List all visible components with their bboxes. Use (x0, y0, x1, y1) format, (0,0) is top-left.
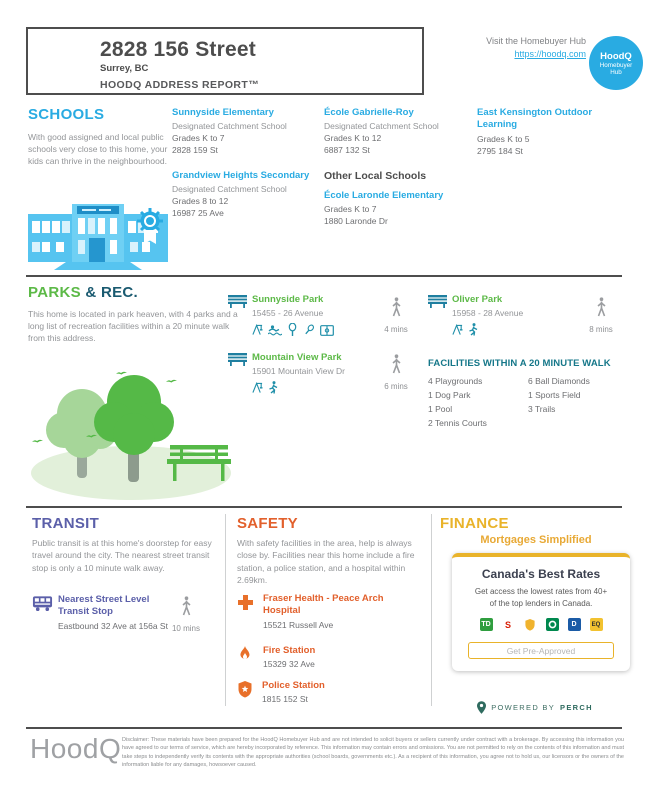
school-address: 6887 132 St (324, 145, 370, 156)
safety-description: With safety facilities in the area, help is always close by. Facilities near this home include a fire station, a police station, and a hospital within 2.69km. (237, 538, 415, 585)
school-grades: Grades 8 to 12 (172, 196, 229, 207)
address-header-box (26, 27, 424, 95)
walking-person-icon (595, 297, 608, 318)
school-grades: Grades K to 7 (324, 204, 377, 215)
park-name-link[interactable]: Mountain View Park (252, 352, 342, 363)
map-pin-icon (477, 701, 486, 714)
walking-person-icon (390, 354, 403, 375)
walking-person-icon (390, 297, 403, 318)
school-grades: Grades K to 7 (172, 133, 225, 144)
column-divider (225, 514, 226, 706)
school-type: Designated Catchment School (324, 121, 439, 132)
playground-icon (452, 324, 463, 336)
walk-minutes: 10 mins (171, 624, 200, 633)
parks-section-title (28, 284, 138, 301)
school-name-link[interactable]: École Laronde Elementary (324, 190, 444, 202)
column-divider (431, 514, 432, 706)
school-entry (172, 170, 320, 220)
footer-disclaimer: Disclaimer: These materials have been prepared for the HoodQ Homebuyer Hub and are not intended to solicit buyers or sellers currently under contract with a brokerage. By accessing this information you have agreed to our terms of service, which are hereby incorporated by reference. This information may contain errors and omissions. You are not permitted to rely on the contents of this information and must take steps to independently verify its contents with the appropriate authorities (school boards, governments etc.). As a recipient of this information, you agree not to hold us, our licensors or the owners of the information liable for any damages, howsoever caused. (122, 737, 624, 768)
park-address: 15958 - 28 Avenue (452, 308, 524, 319)
safety-poi-address: 15521 Russell Ave (263, 619, 334, 630)
walk-time-mountain-view (376, 354, 416, 391)
playground-icon (252, 324, 263, 336)
school-address: 2795 184 St (477, 145, 523, 156)
running-icon (268, 381, 278, 394)
walk-time-transit (166, 596, 206, 633)
homebuyer-hub-block (430, 36, 586, 59)
transit-stop-name: Nearest Street Level Transit Stop (58, 594, 150, 618)
finance-section-title: FINANCE (440, 515, 509, 532)
schools-column-1 (172, 107, 320, 233)
city-label: Surrey, BC (100, 63, 149, 74)
school-entry (324, 107, 474, 157)
park-name-link[interactable]: Sunnyside Park (252, 294, 324, 305)
blue-d-lender-logo-icon: D (568, 618, 581, 631)
powered-by-label: POWERED BY (491, 703, 556, 712)
transit-section-title: TRANSIT (32, 515, 100, 532)
finance-card-text: Get access the lowest rates from 40+ of the top lenders in Canada. (474, 587, 608, 608)
get-pre-approved-button[interactable]: Get Pre-Approved (468, 642, 614, 659)
report-title: HOODQ ADDRESS REPORT™ (100, 79, 260, 91)
lender-logos-row (460, 618, 622, 631)
school-address: 2828 159 St (172, 145, 218, 156)
sports-field-icon (320, 325, 334, 336)
section-divider (26, 727, 622, 729)
scotiabank-logo-icon: S (502, 618, 515, 631)
school-grades: Grades K to 12 (324, 133, 382, 144)
hub-logo-line3: Hub (610, 68, 622, 76)
parks-title-dark: & REC. (80, 284, 139, 301)
school-address: 1880 Laronde Dr (324, 216, 388, 227)
park-entry-mountain-view (228, 352, 388, 394)
hub-logo-line2: Homebuyer (599, 61, 633, 69)
walk-minutes: 8 mins (589, 325, 613, 334)
green-circle-lender-logo-icon (546, 618, 559, 631)
hub-link[interactable]: https://hoodq.com (514, 49, 586, 59)
parks-title-green: PARKS (28, 284, 81, 301)
parks-description: This home is located in park heaven, with 4 parks and a long list of recreation facilities within a 20 minute walk from this address. (28, 309, 238, 344)
school-building-illustration (26, 190, 170, 274)
schools-column-3 (477, 107, 632, 170)
walk-minutes: 6 mins (384, 382, 408, 391)
section-divider (26, 275, 622, 277)
park-entry-oliver (428, 294, 588, 336)
walk-time-oliver (581, 297, 621, 334)
school-name-link[interactable]: École Gabrielle-Roy (324, 107, 414, 118)
facility-item: 1 Pool (428, 404, 453, 415)
safety-poi-address: 15329 32 Ave (263, 659, 315, 670)
school-name-link[interactable]: Grandview Heights Secondary (172, 170, 310, 182)
walking-person-icon (180, 596, 193, 617)
facility-item: 3 Trails (528, 404, 556, 415)
safety-entry-fire (239, 645, 393, 671)
park-address: 15901 Mountain View Dr (252, 366, 345, 377)
school-type: Designated Catchment School (172, 121, 287, 132)
hoodq-hub-logo (589, 36, 643, 90)
gold-shield-lender-logo-icon (524, 618, 537, 631)
park-name-link[interactable]: Oliver Park (452, 294, 503, 305)
school-grades: Grades K to 5 (477, 133, 530, 144)
swimming-icon (268, 325, 282, 336)
walk-time-sunnyside (376, 297, 416, 334)
hoodq-footer-logo: HoodQ (30, 733, 122, 764)
bench-icon (228, 295, 247, 308)
park-amenity-icons (452, 323, 588, 336)
park-illustration (28, 342, 238, 502)
facility-item: 1 Dog Park (428, 390, 471, 401)
school-address: 16987 25 Ave (172, 208, 224, 219)
hospital-cross-icon (237, 594, 254, 611)
facilities-column-1 (428, 374, 524, 430)
schools-section-title: SCHOOLS (28, 106, 105, 123)
transit-stop-detail: Eastbound 32 Ave at 156a St (58, 620, 168, 631)
facility-item: 2 Tennis Courts (428, 418, 487, 429)
school-entry (172, 107, 320, 157)
facilities-title: FACILITIES WITHIN A 20 MINUTE WALK (428, 358, 611, 369)
schools-column-2 (324, 107, 474, 241)
safety-section-title: SAFETY (237, 515, 298, 532)
park-amenity-icons (252, 381, 388, 394)
safety-poi-address: 1815 152 St (262, 694, 308, 705)
safety-poi-name: Fire Station (263, 645, 316, 656)
facility-item: 4 Playgrounds (428, 376, 483, 386)
hub-prompt: Visit the Homebuyer Hub (486, 36, 586, 46)
school-entry (477, 107, 632, 157)
park-entry-sunnyside (228, 294, 388, 336)
safety-poi-name: Police Station (262, 680, 325, 691)
walk-minutes: 4 mins (384, 325, 408, 334)
police-shield-icon (238, 681, 252, 698)
flame-icon (239, 646, 251, 662)
perch-brand: PERCH (560, 703, 593, 712)
schools-description: With good assigned and local public schools very close to this home, your kids can thrive in the neighbourhood. (28, 132, 168, 167)
facility-item: 6 Ball Diamonds (528, 376, 590, 386)
school-entry (324, 190, 474, 228)
badminton-icon (303, 324, 315, 336)
bench-icon (428, 295, 447, 308)
playground-icon (252, 382, 263, 394)
page-title: 2828 156 Street (100, 38, 256, 61)
section-divider (26, 506, 622, 508)
tennis-icon (287, 323, 298, 336)
running-icon (468, 323, 478, 336)
park-address: 15455 - 26 Avenue (252, 308, 324, 319)
park-amenity-icons (252, 323, 388, 336)
safety-entry-police (238, 680, 392, 706)
safety-poi-name: Fraser Health - Peace Arch Hospital (263, 593, 384, 617)
eq-bank-logo-icon: EQ (590, 618, 603, 631)
finance-card (452, 553, 630, 671)
school-name-link[interactable]: East Kensington Outdoor Learning (477, 107, 593, 131)
powered-by-perch (440, 701, 630, 714)
school-type: Designated Catchment School (172, 184, 287, 195)
facility-item: 1 Sports Field (528, 390, 581, 401)
facilities-column-2 (528, 374, 628, 416)
bus-icon (32, 595, 53, 612)
school-name-link[interactable]: Sunnyside Elementary (172, 107, 274, 118)
finance-card-title: Canada's Best Rates (481, 567, 601, 581)
finance-tagline: Mortgages Simplified (480, 534, 592, 546)
td-bank-logo-icon: TD (480, 618, 493, 631)
other-local-schools-title: Other Local Schools (324, 170, 427, 183)
bench-icon (228, 353, 247, 366)
safety-entry-hospital (237, 593, 393, 632)
hub-logo-line1: HoodQ (600, 50, 632, 62)
transit-description: Public transit is at this home's doorstep for easy travel around the city. The nearest street transit stop is only a 10 minute walk away. (32, 538, 212, 573)
